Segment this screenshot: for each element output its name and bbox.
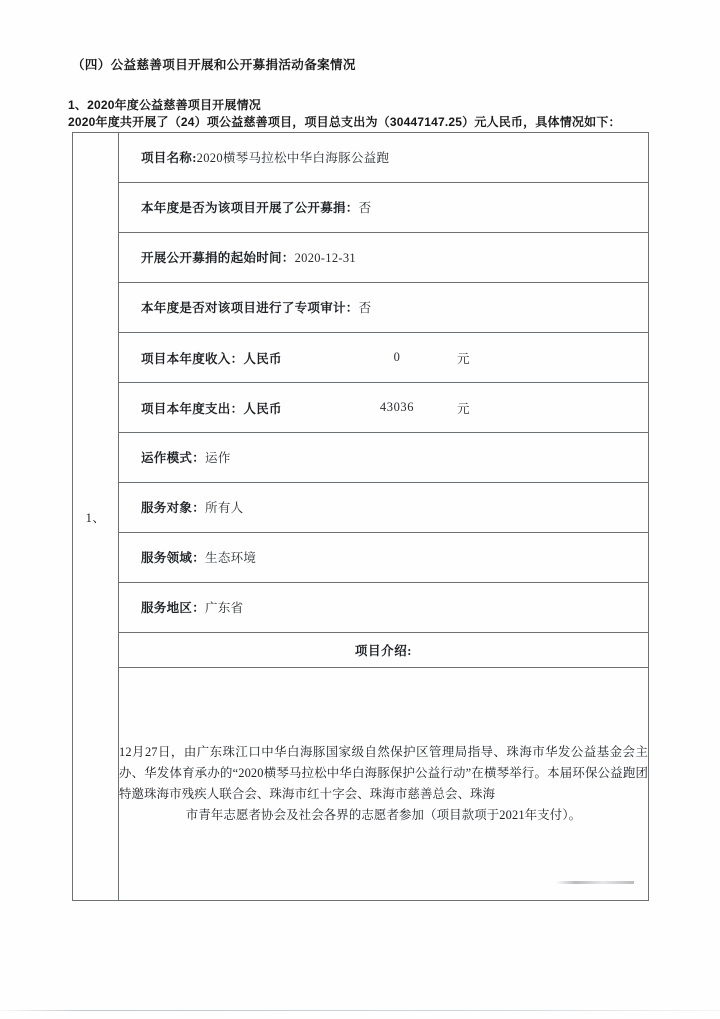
field-line [141,300,648,316]
row-index-cell: 1、 [73,133,119,901]
subsection-heading: 1、2020年度公益慈善项目开展情况 [68,98,261,112]
field-label: 运作模式： [141,450,206,465]
field-label: 服务对象： [141,500,206,515]
field-fundraising-start-date [119,233,649,283]
field-line [141,500,648,516]
table-row [73,133,649,183]
field-special-audit [119,283,649,333]
money-line [141,349,648,367]
subsection-heading-block [68,97,688,131]
section-heading-block [72,55,672,73]
field-label: 本年度是否为该项目开展了公开募捐： [141,200,359,215]
summary-line: 2020年度共开展了（24）项公益慈善项目，项目总支出为（30447147.25）元人民币，具体情况如下： [68,115,621,129]
page-bottom-edge [0,1010,720,1011]
section-heading: （四）公益慈善项目开展和公开募捐活动备案情况 [72,58,356,72]
table-row [73,183,649,233]
field-value: 所有人 [205,500,244,515]
field-service-target [119,483,649,533]
table-row [73,483,649,533]
money-label: 项目本年度收入：人民币 [141,351,282,366]
table-row [73,383,649,433]
project-intro-body-cell [119,668,649,901]
field-value: 广东省 [205,600,244,615]
field-operation-mode [119,433,649,483]
field-value: 运作 [205,450,231,465]
project-intro-last-line: 市青年志愿者协会及社会各界的志愿者参加（项目款项于2021年支付）。 [185,808,582,822]
money-amount: 43036 [379,400,415,414]
project-intro-main-text: 12月27日，由广东珠江口中华白海豚国家级自然保护区管理局指导、珠海市华发公益基金会主办、华发体育承办的“2020横琴马拉松中华白海豚保护公益行动”在横琴举行。本届环保公益跑团特邀珠海市残疾人联合会、珠海市红十字会、珠海市慈善总会、珠海 [119,745,648,801]
field-line [141,600,648,616]
field-service-area-domain [119,533,649,583]
project-intro-header: 项目介绍: [354,643,413,658]
field-value: 2020横琴马拉松中华白海豚公益跑 [196,150,390,165]
table-row [73,633,649,668]
table-row [73,583,649,633]
money-label: 项目本年度支出：人民币 [141,401,282,416]
field-value: 生态环境 [205,550,257,565]
field-annual-income [119,333,649,383]
table-row [73,668,649,901]
table-row [73,333,649,383]
table-row [73,433,649,483]
field-service-region [119,583,649,633]
field-line [141,250,648,266]
field-line [141,200,648,216]
field-public-fundraising [119,183,649,233]
field-line [141,450,648,466]
field-value: 2020-12-31 [294,250,356,265]
field-label: 本年度是否对该项目进行了专项审计： [141,300,359,315]
field-annual-expenditure [119,383,649,433]
project-intro-paragraph [119,742,648,826]
project-intro-header-cell [119,633,649,668]
table-row [73,533,649,583]
field-line [141,550,648,566]
field-label: 开展公开募捐的起始时间： [141,250,295,265]
table-row [73,233,649,283]
field-value: 否 [358,200,372,215]
money-unit: 元 [457,351,470,366]
money-line [141,399,648,417]
field-label: 项目名称: [141,150,197,165]
field-project-name [119,133,649,183]
field-label: 服务地区： [141,600,206,615]
project-table-wrapper [72,132,648,901]
project-table [72,132,649,901]
field-value: 否 [358,300,372,315]
field-line [141,150,648,166]
money-amount: 0 [393,350,401,364]
money-unit: 元 [457,401,470,416]
table-row [73,283,649,333]
field-label: 服务领域： [141,550,206,565]
